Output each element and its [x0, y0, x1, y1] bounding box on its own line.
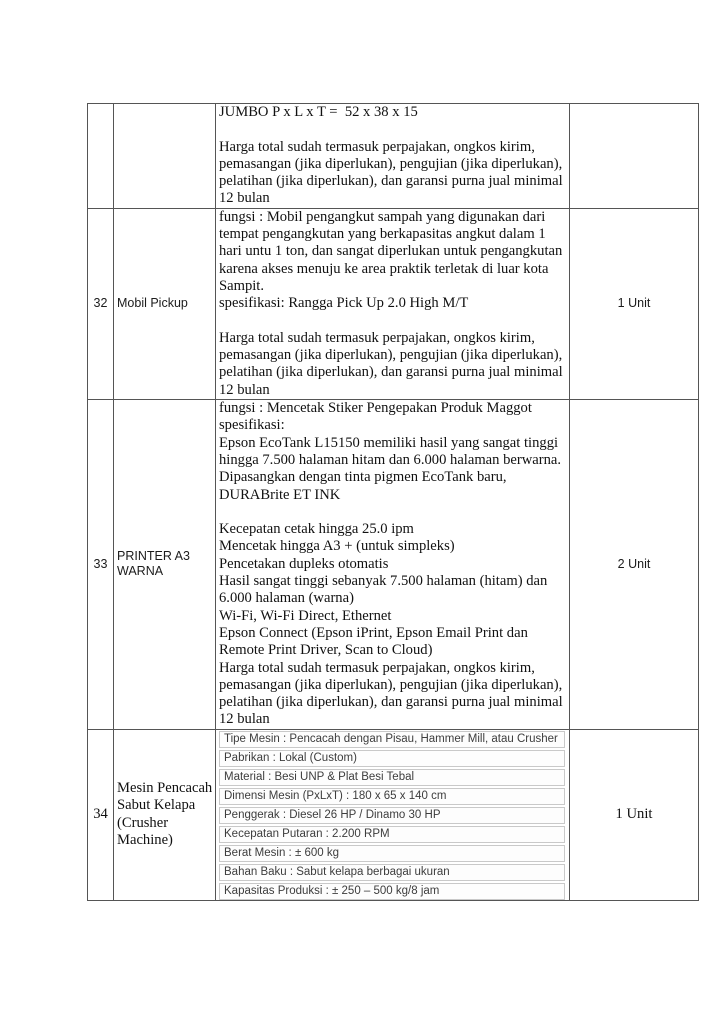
item-name-cell: Mesin Pencacah Sabut Kelapa (Crusher Machine): [114, 729, 216, 900]
item-name-cell: Mobil Pickup: [114, 208, 216, 399]
description-paragraph: Mencetak hingga A3 + (untuk simpleks): [219, 538, 455, 555]
description-paragraph: Harga total sudah termasuk perpajakan, ongkos kirim, pemasangan (jika diperlukan), pengujian (jika diperlukan), pelatihan (jika diperlukan), dan garansi purna jual minimal 12 bulan: [219, 138, 567, 207]
description-paragraph: Harga total sudah termasuk perpajakan, ongkos kirim, pemasangan (jika diperlukan), pengujian (jika diperlukan), pelatihan (jika diperlukan), dan garansi purna jual minimal 12 bulan: [219, 329, 567, 398]
description-paragraph: [219, 504, 566, 521]
row-number-cell: 32: [88, 208, 114, 399]
spec-box-tipe-mesin: Tipe Mesin : Pencacah dengan Pisau, Hammer Mill, atau Crusher: [219, 731, 565, 748]
spec-box-dimensi: Dimensi Mesin (PxLxT) : 180 x 65 x 140 cm: [219, 788, 565, 805]
spec-box-bahan-baku: Bahan Baku : Sabut kelapa berbagai ukuran: [219, 864, 565, 881]
description-paragraph: Kecepatan cetak hingga 25.0 ipm: [219, 521, 414, 538]
table-row-continuation: [88, 104, 699, 209]
item-name-cell: PRINTER A3 WARNA: [114, 400, 216, 730]
spec-box-berat: Berat Mesin : ± 600 kg: [219, 845, 565, 862]
description-paragraph: fungsi : Mobil pengangkut sampah yang digunakan dari tempat pengangkutan yang berkapasitas angkut dalam 1 hari untu 1 ton, dan sangat diperlukan untuk pengangkutan karena akses menuju ke area praktik terletak di luar kota Sampit.: [219, 208, 566, 294]
description-paragraph: Epson Connect (Epson iPrint, Epson Email Print dan Remote Print Driver, Scan to Cloud): [219, 624, 532, 659]
description-paragraph: Pencetakan dupleks otomatis: [219, 555, 389, 572]
quantity-cell: 2 Unit: [570, 400, 699, 730]
table-row-33: [88, 400, 699, 730]
spec-box-stack: [219, 730, 566, 900]
spec-box-pabrikan: Pabrikan : Lokal (Custom): [219, 750, 565, 767]
description-cell: [216, 729, 570, 900]
description-cell: [216, 400, 570, 730]
description-paragraph: [219, 313, 566, 330]
description-paragraph: [219, 121, 566, 138]
description-paragraph: fungsi : Mencetak Stiker Pengepakan Produk Maggot: [219, 400, 532, 417]
description-paragraph: Harga total sudah termasuk perpajakan, ongkos kirim, pemasangan (jika diperlukan), pengujian (jika diperlukan), pelatihan (jika diperlukan), dan garansi purna jual minimal 12 bulan: [219, 659, 567, 728]
description-paragraph: Dipasangkan dengan tinta pigmen EcoTank baru, DURABrite ET INK: [219, 469, 511, 503]
description-cell: [216, 208, 570, 399]
description-cell: [216, 104, 570, 209]
spec-box-penggerak: Penggerak : Diesel 26 HP / Dinamo 30 HP: [219, 807, 565, 824]
quantity-cell: 1 Unit: [570, 208, 699, 399]
row-number-cell: 34: [88, 729, 114, 900]
description-paragraph: Wi-Fi, Wi-Fi Direct, Ethernet: [219, 607, 392, 624]
table-row-32: [88, 208, 699, 399]
spec-box-kapasitas: Kapasitas Produksi : ± 250 – 500 kg/8 jam: [219, 883, 565, 900]
item-name-cell: [114, 104, 216, 209]
description-paragraph: Epson EcoTank L15150 memiliki hasil yang sangat tinggi hingga 7.500 halaman hitam dan 6.000 halaman berwarna.: [219, 434, 562, 468]
quantity-cell: [570, 104, 699, 209]
description-paragraph: spesifikasi:: [219, 417, 285, 434]
row-number-cell: [88, 104, 114, 209]
quantity-cell: 1 Unit: [570, 729, 699, 900]
spec-box-kecepatan: Kecepatan Putaran : 2.200 RPM: [219, 826, 565, 843]
description-paragraph: Hasil sangat tinggi sebanyak 7.500 halaman (hitam) dan 6.000 halaman (warna): [219, 573, 551, 607]
description-paragraph: JUMBO P x L x T = 52 x 38 x 15: [219, 104, 418, 120]
procurement-spec-table: [87, 103, 699, 901]
spec-box-material: Material : Besi UNP & Plat Besi Tebal: [219, 769, 565, 786]
table-row-34: [88, 729, 699, 900]
description-paragraph: spesifikasi: Rangga Pick Up 2.0 High M/T: [219, 295, 469, 312]
row-number-cell: 33: [88, 400, 114, 730]
